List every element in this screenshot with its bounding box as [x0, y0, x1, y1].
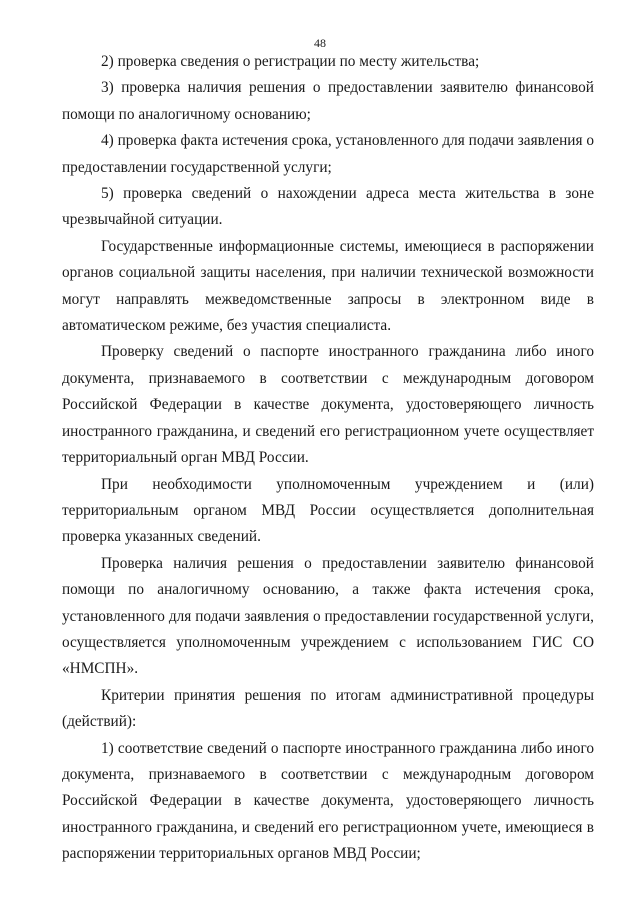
- paragraph-criterion-1: 1) соответствие сведений о паспорте иностранного гражданина либо иного документа, признаваемого в соответствии с международным договором Российской Федерации в качестве документа, удостоверяющего личность иностранного гражданина, и сведений его регистрационном учете, имеющиеся в распоряжении территориальных органов МВД России;: [62, 739, 594, 863]
- paragraph-item-2: 2) проверка сведения о регистрации по месту жительства;: [101, 53, 480, 70]
- paragraph-state-info-systems: Государственные информационные системы, имеющиеся в распоряжении органов социальной защиты населения, при наличии технической возможности могут направлять межведомственные запросы в электронном виде в автоматическом режиме, без участия специалиста.: [62, 237, 594, 335]
- paragraph-passport-check: Проверку сведений о паспорте иностранного гражданина либо иного документа, признаваемого в соответствии с международным договором Российской Федерации в качестве документа, удостоверяющего личность иностранного гражданина, и сведений его регистрационном учете осуществляет территориальный орган МВД России.: [62, 343, 594, 467]
- document-body: [62, 49, 594, 868]
- paragraph-financial-aid-check: Проверка наличия решения о предоставлении заявителю финансовой помощи по аналогичному основанию, а также факта истечения срока, установленного для подачи заявления о предоставлении государственной услуги, осуществляется уполномоченным учреждением с использованием ГИС СО «НМСПН».: [62, 554, 594, 678]
- paragraph-additional-check: При необходимости уполномоченным учреждением и (или) территориальным органом МВД России осуществляется дополнительная проверка указанных сведений.: [62, 475, 594, 546]
- paragraph-item-5: 5) проверка сведений о нахождении адреса места жительства в зоне чрезвычайной ситуации.: [62, 185, 594, 229]
- paragraph-decision-criteria: Критерии принятия решения по итогам административной процедуры (действий):: [62, 686, 594, 731]
- paragraph-item-3: 3) проверка наличия решения о предоставлении заявителю финансовой помощи по аналогичному основанию;: [62, 79, 594, 123]
- page-number: 48: [314, 36, 326, 50]
- paragraph-item-4: 4) проверка факта истечения срока, установленного для подачи заявления о предоставлении государственной услуги;: [62, 132, 594, 176]
